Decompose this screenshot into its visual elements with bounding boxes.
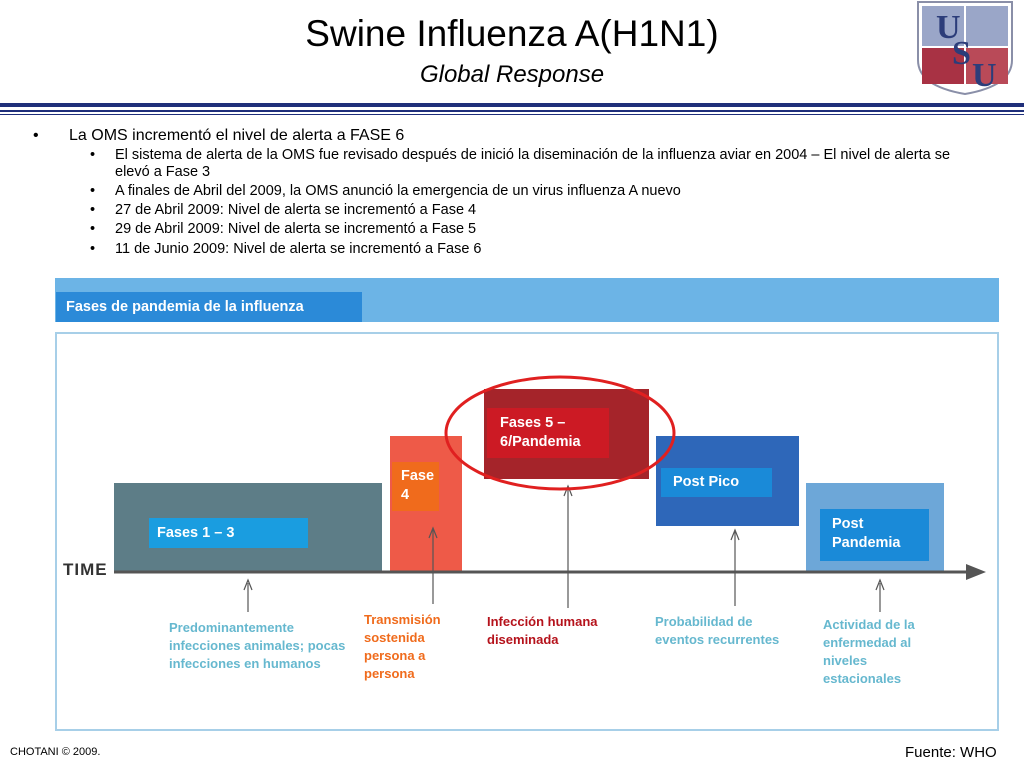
- sub-bullet-text: 29 de Abril 2009: Nivel de alerta se incrementó a Fase 5: [115, 221, 477, 237]
- sub-bullet-text: El sistema de alerta de la OMS fue revisado después de inició la diseminación de la influenza aviar en 2004 – El nivel de alerta se elevó a Fase 3: [115, 147, 951, 180]
- bullet-dot: •: [33, 127, 39, 144]
- highlight-circle: [446, 377, 674, 489]
- post-pandemic-label: Post Pandemia: [820, 509, 929, 561]
- svg-text:S: S: [952, 35, 971, 72]
- pointer-arrow-5: [876, 580, 884, 612]
- time-axis-label: TIME: [63, 560, 108, 579]
- slide-subtitle: Global Response: [419, 61, 605, 88]
- svg-text:U: U: [972, 57, 997, 94]
- post-peak-label: Post Pico: [661, 468, 772, 497]
- time-axis: [114, 564, 986, 580]
- pointer-arrow-2: [429, 528, 437, 604]
- bullet-dot: •: [90, 241, 96, 257]
- bullet-dot: •: [90, 202, 96, 218]
- phase-5-6-label: Fases 5 – 6/Pandemia: [487, 408, 609, 458]
- bullet-dot: •: [90, 221, 96, 237]
- bullet-dot: •: [90, 183, 96, 199]
- description-post-peak: Probabilidad de eventos recurrentes: [655, 614, 780, 647]
- description-phase-1-3: Predominantemente infecciones animales; pocas infecciones en humanos: [169, 620, 346, 671]
- slide-title: Swine Influenza A(H1N1): [305, 13, 719, 54]
- description-post-pandemic: Actividad de la enfermedad al niveles estacionales: [823, 617, 915, 686]
- pointer-arrow-3: [564, 486, 572, 608]
- bullet-main-text: La OMS incrementó el nivel de alerta a FASE 6: [69, 127, 405, 144]
- sub-bullet-text: 27 de Abril 2009: Nivel de alerta se incrementó a Fase 4: [115, 202, 477, 218]
- description-phase-5-6: Infección humana diseminada: [487, 614, 598, 647]
- phase-1-3-label: Fases 1 – 3: [149, 518, 308, 548]
- footer-source: Fuente: WHO: [905, 744, 997, 761]
- sub-bullet-text: A finales de Abril del 2009, la OMS anunció la emergencia de un virus influenza A nuevo: [115, 183, 681, 199]
- svg-text:U: U: [936, 9, 961, 46]
- sub-bullet-text: 11 de Junio 2009: Nivel de alerta se incrementó a Fase 6: [115, 241, 482, 257]
- pointer-arrow-4: [731, 530, 739, 606]
- footer-copyright: CHOTANI © 2009.: [10, 746, 101, 758]
- pointer-arrow-1: [244, 580, 252, 612]
- bullet-dot: •: [90, 147, 96, 163]
- phase-4-label: Fase 4: [392, 462, 439, 511]
- description-phase-4: Transmisión sostenida persona a persona: [364, 612, 441, 681]
- diagram-heading: Fases de pandemia de la influenza: [56, 292, 362, 322]
